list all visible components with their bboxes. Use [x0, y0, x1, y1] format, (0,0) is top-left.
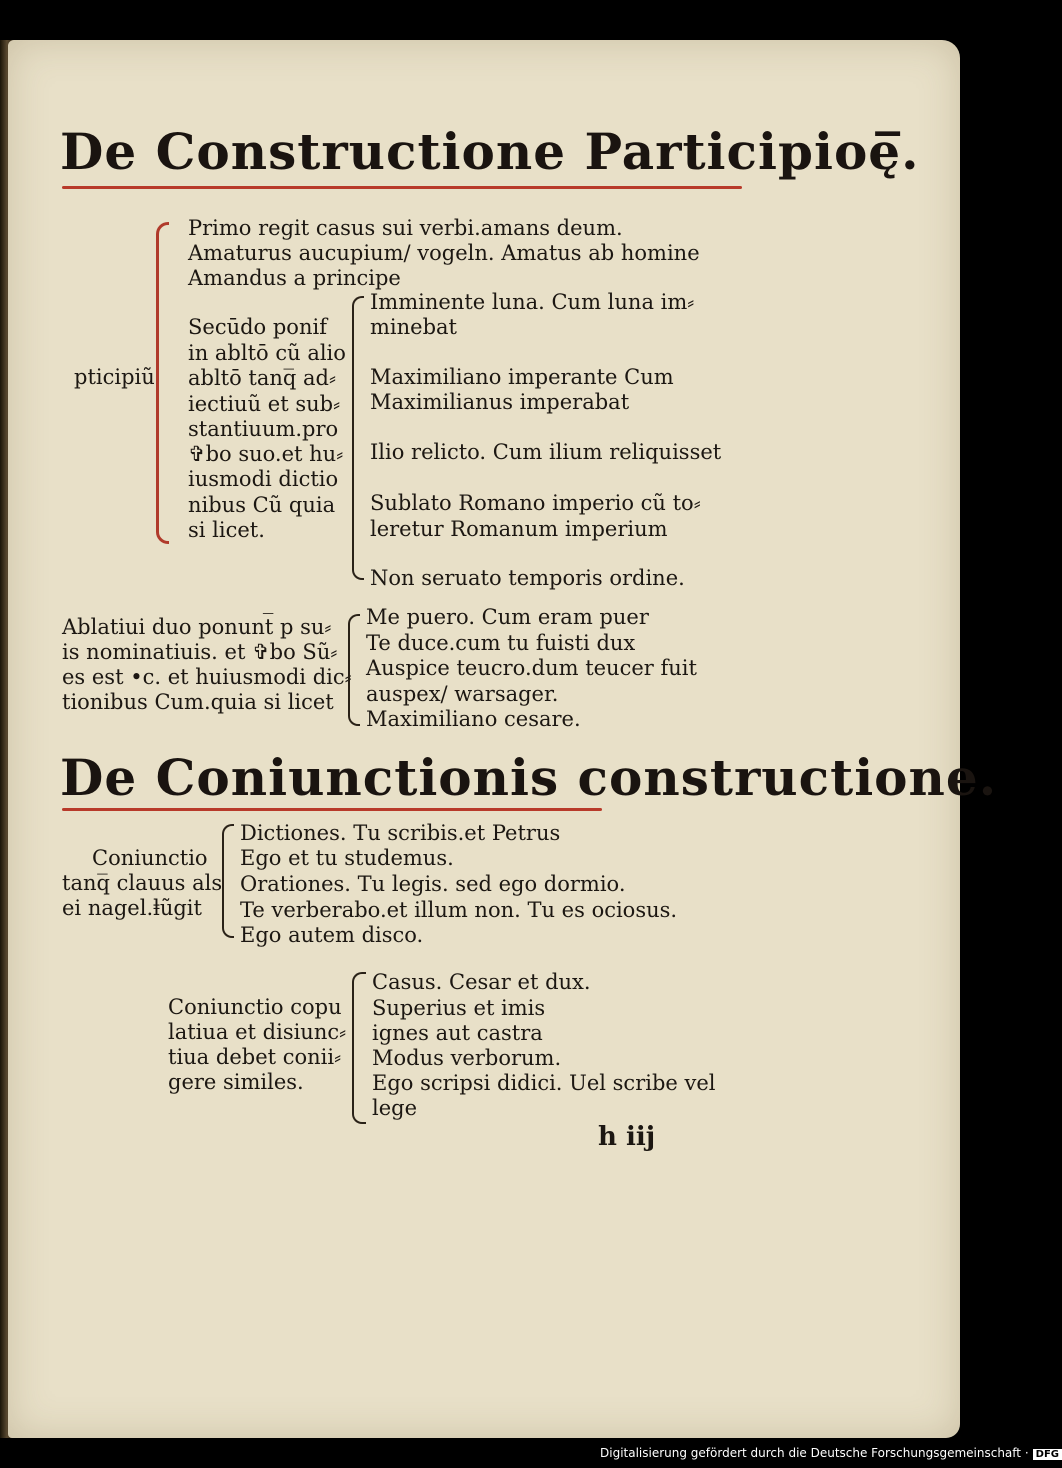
conjunction-example-3: Orationes. Tu legis. sed ego dormio. [240, 872, 626, 896]
ablative-line-2: in abltō cũ alio [188, 341, 346, 365]
dfg-logo: DFG [1033, 1449, 1062, 1460]
example-line-8: Non seruato temporis ordine. [370, 566, 685, 590]
copulative-example-3: ignes aut castra [372, 1021, 543, 1045]
example-line-5: Ilio relicto. Cum ilium reliquisset [370, 440, 722, 464]
ablative-example-1: Me puero. Cum eram puer [366, 605, 649, 629]
example-line-4: Maximilianus imperabat [370, 390, 630, 414]
ablative-line-6: ✞bo suo.et hu⸗ [188, 442, 344, 466]
ablative-example-3: Auspice teucro.dum teucer fuit [366, 656, 697, 680]
copulative-line-1: Coniunctio copu [168, 995, 342, 1019]
ablative-example-5: Maximiliano cesare. [366, 707, 581, 731]
copulative-example-4: Modus verborum. [372, 1046, 562, 1070]
copulative-brace [352, 972, 366, 1124]
example-line-2: minebat [370, 315, 457, 339]
example-line-7: leretur Romanum imperium [370, 517, 668, 541]
conjunction-example-5: Ego autem disco. [240, 923, 424, 947]
ablative-absolute-line-2: is nominatiuis. et ✞bo Sũ⸗ [62, 640, 338, 664]
ablative-line-5: stantiuum.pro [188, 417, 339, 441]
heading-conjunction: De Coniunctionis constructione. [60, 748, 998, 807]
example-line-1: Imminente luna. Cum luna im⸗ [370, 290, 695, 314]
conjunction-brace [222, 824, 234, 938]
ablative-line-1: Secūdo ponif [188, 315, 327, 339]
credit-text: Digitalisierung gefördert durch die Deutsche Forschungsgemeinschaft · [600, 1446, 1029, 1460]
ablative-line-9: si licet. [188, 518, 265, 542]
group1-line-1: Primo regit casus sui verbi.amans deum. [188, 216, 623, 240]
ablative-absolute-brace [348, 614, 360, 726]
ablative-absolute-line-1: Ablatiui duo ponunt̅ p su⸗ [62, 615, 332, 639]
copulative-line-2: latiua et disiunc⸗ [168, 1020, 347, 1044]
conjunction-def-line-3: ei nagel.ⱡũgit [62, 896, 202, 920]
copulative-example-6: lege [372, 1096, 418, 1120]
conjunction-example-2: Ego et tu studemus. [240, 846, 454, 870]
copulative-example-5: Ego scripsi didici. Uel scribe vel [372, 1071, 716, 1095]
ablative-absolute-line-3: es est •c. et huiusmodi dic⸗ [62, 665, 352, 689]
copulative-line-3: tiua debet conii⸗ [168, 1045, 342, 1069]
ablative-line-4: iectiuũ et sub⸗ [188, 392, 341, 416]
conjunction-def-line-2: tanq̅ clauus als [62, 871, 223, 895]
copulative-line-4: gere similes. [168, 1070, 304, 1094]
heading-rule-2 [62, 808, 602, 811]
heading-rule-1 [62, 186, 742, 189]
ablative-absolute-line-4: tionibus Cum.quia si licet [62, 690, 334, 714]
group1-line-2: Amaturus aucupium/ vogeln. Amatus ab homine [188, 241, 700, 265]
signature-mark: h iij [598, 1122, 656, 1152]
conjunction-def-line-1: Coniunctio [92, 846, 208, 870]
copulative-example-1: Casus. Cesar et dux. [372, 970, 591, 994]
heading-participles: De Constructione Participioę̅. [60, 122, 920, 181]
ablative-line-8: nibus Cũ quia [188, 493, 336, 517]
conjunction-example-1: Dictiones. Tu scribis.et Petrus [240, 821, 561, 845]
ablative-line-7: iusmodi dictio [188, 467, 339, 491]
participle-label: pticipiũ [74, 365, 155, 389]
example-line-6: Sublato Romano imperio cũ to⸗ [370, 491, 701, 515]
digitization-credit [600, 1446, 1062, 1460]
ablative-line-3: abltō tanq̅ ad⸗ [188, 366, 336, 390]
examples-brace [352, 296, 364, 580]
participle-red-brace [156, 222, 169, 544]
group1-line-3: Amandus a principe [188, 266, 401, 290]
ablative-example-4: auspex/ warsager. [366, 682, 559, 706]
ablative-example-2: Te duce.cum tu fuisti dux [366, 631, 636, 655]
example-line-3: Maximiliano imperante Cum [370, 365, 674, 389]
conjunction-example-4: Te verberabo.et illum non. Tu es ociosus. [240, 898, 678, 922]
copulative-example-2: Superius et imis [372, 996, 546, 1020]
